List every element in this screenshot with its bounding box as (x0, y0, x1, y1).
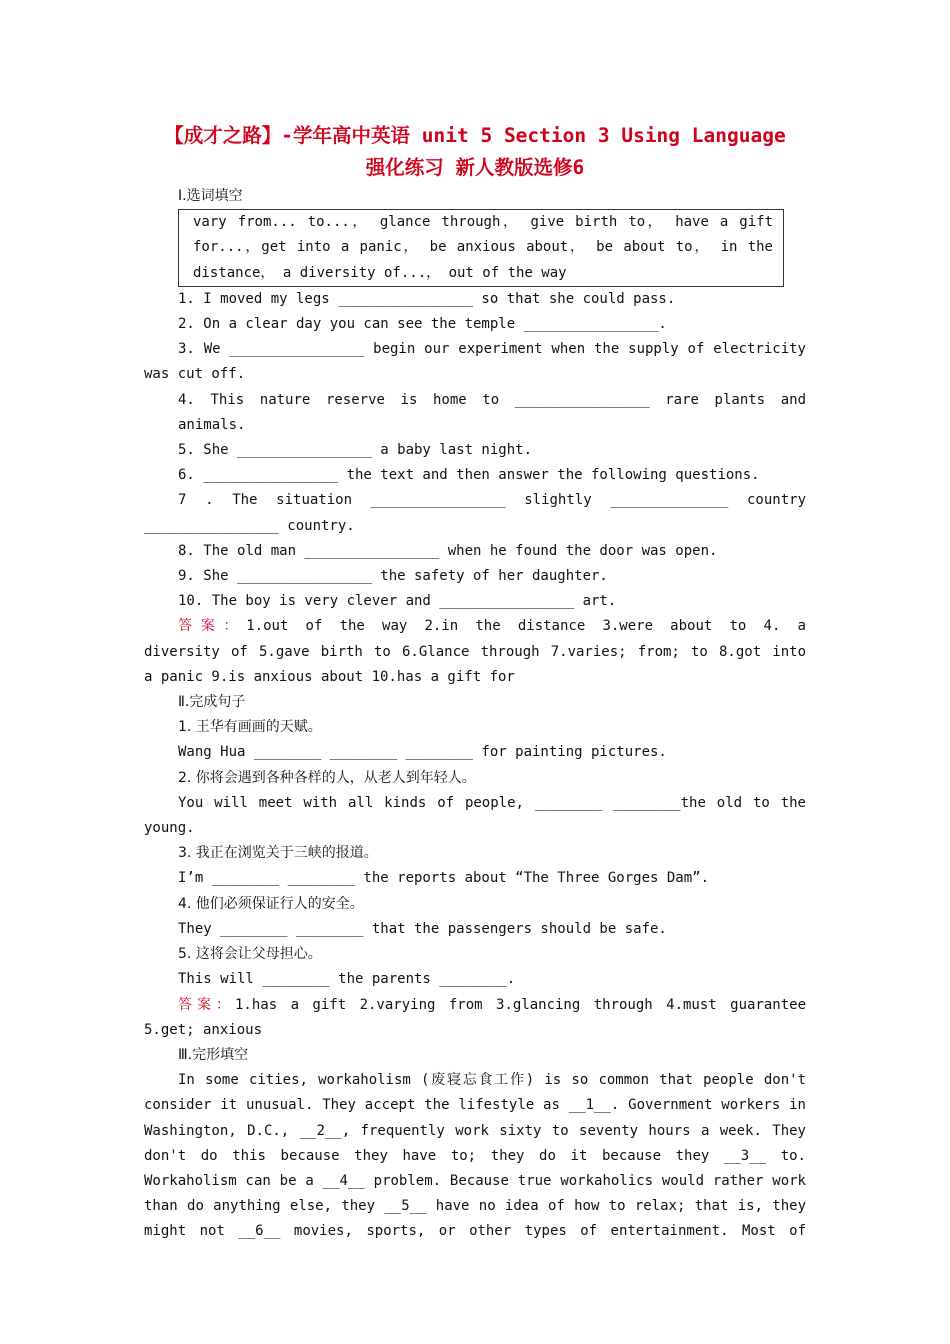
answer-text: 1.out of the way 2.in the distance 3.were about to 4. a (246, 618, 806, 635)
answer-text: 1.has a gift 2.varying from 3.glancing through 4.must guarantee (235, 996, 806, 1013)
english-sentence: Wang Hua ________ ________ ________ for painting pictures. (178, 744, 667, 761)
english-sentence: They ________ ________ that the passengers should be safe. (178, 920, 667, 937)
exercise-item-cont: was cut off. (144, 366, 246, 383)
chinese-prompt: 2. 你将会遇到各种各样的人，从老人到年轻人。 (178, 769, 476, 786)
answer-label: 答案： (178, 618, 247, 635)
english-sentence-cont: young. (144, 820, 195, 837)
word-bank-box (178, 209, 784, 287)
exercise-item: 1. I moved my legs ________________ so that she could pass. (178, 290, 676, 307)
exercise-item: 8. The old man ________________ when he found the door was open. (178, 542, 718, 559)
passage-line: consider it unusual. They accept the lifestyle as __1__. Government workers in (144, 1097, 806, 1114)
exercise-item: 4. This nature reserve is home to ________________ rare plants and animals. (178, 391, 806, 433)
exercise-item-cont: ________________ country. (144, 517, 355, 534)
answer-label: 答案： (178, 996, 235, 1013)
answer-line: diversity of 5.gave birth to 6.Glance through 7.varies; from; to 8.got into (144, 643, 806, 660)
exercise-item: 10. The boy is very clever and ________________ art. (178, 593, 617, 610)
answer-line: a panic 9.is anxious about 10.has a gift for (144, 668, 515, 685)
english-sentence: I’m ________ ________ the reports about “The Three Gorges Dam”. (178, 870, 710, 887)
exercise-item: 7 . The situation ________________ slightly ______________ country (178, 492, 806, 509)
title-line-1: 【成才之路】-学年高中英语 unit 5 Section 3 Using Language (164, 124, 786, 147)
chinese-prompt: 1. 王华有画画的天赋。 (178, 719, 322, 736)
exercise-item: 9. She ________________ the safety of her daughter. (178, 568, 608, 585)
chinese-prompt: 4. 他们必须保证行人的安全。 (178, 895, 364, 912)
word-bank-line: vary from... to...， glance through， give birth to， have a gift (193, 214, 773, 231)
passage-line: than do anything else, they __5__ have no idea of how to relax; that is, they (144, 1198, 806, 1215)
chinese-prompt: 5. 这将会让父母担心。 (178, 946, 322, 963)
answer-line (144, 614, 806, 639)
document-page (144, 120, 806, 1245)
passage-line: don't do this because they have to; they do it because they __3__ to. (144, 1147, 806, 1164)
answer-line (144, 993, 806, 1018)
english-sentence: You will meet with all kinds of people, ________ ________the old to the (178, 794, 806, 811)
section-3-heading: Ⅲ.完形填空 (178, 1046, 249, 1063)
exercise-item: 3. We ________________ begin our experiment when the supply of electricity (178, 341, 806, 358)
passage-line: In some cities, workaholism (废寝忘食工作) is so common that people don't (178, 1072, 806, 1089)
title-line-2: 强化练习 新人教版选修6 (365, 156, 585, 179)
exercise-item: 2. On a clear day you can see the temple ________________. (178, 316, 667, 333)
word-bank-line: distance， a diversity of...， out of the way (193, 264, 567, 281)
passage-line: Workaholism can be a __4__ problem. Because true workaholics would rather work (144, 1172, 806, 1189)
section-2-heading: Ⅱ.完成句子 (178, 694, 246, 711)
word-bank-line: for...，get into a panic， be anxious about， be about to， in the (193, 239, 773, 256)
exercise-item: 6. ________________ the text and then answer the following questions. (178, 467, 760, 484)
answer-line: 5.get; anxious (144, 1021, 263, 1038)
passage-line: Washington, D.C., __2__, frequently work sixty to seventy hours a week. They (144, 1122, 806, 1139)
chinese-prompt: 3. 我正在浏览关于三峡的报道。 (178, 845, 378, 862)
passage-line: might not __6__ movies, sports, or other types of entertainment. Most of (144, 1223, 806, 1240)
document-title (144, 120, 806, 184)
exercise-item: 5. She ________________ a baby last night. (178, 442, 533, 459)
english-sentence: This will ________ the parents ________. (178, 971, 516, 988)
section-1-heading: Ⅰ.选词填空 (178, 188, 243, 204)
